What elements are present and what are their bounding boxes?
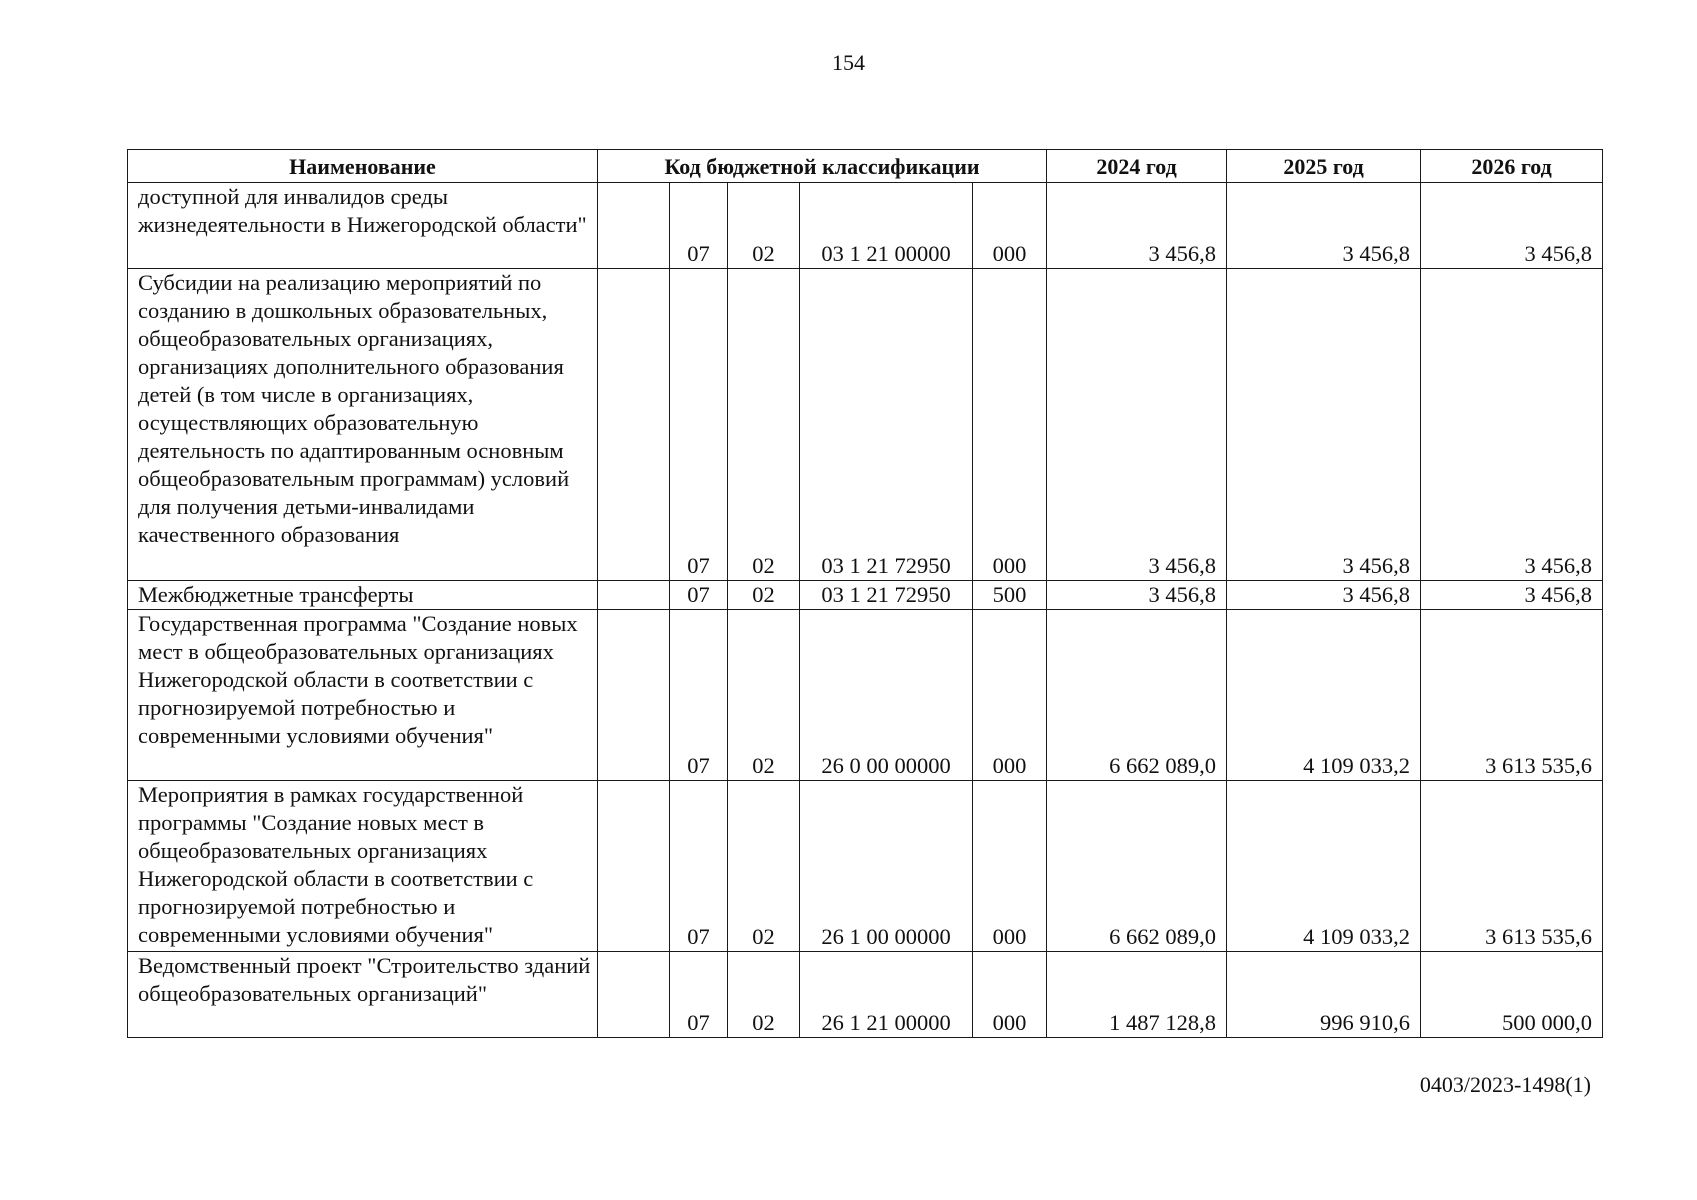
amount-2024: 3 456,8 xyxy=(1047,269,1227,581)
amount-2026: 3 613 535,6 xyxy=(1421,610,1603,781)
subsection-code: 02 xyxy=(728,952,800,1038)
target-article-code: 26 0 00 00000 xyxy=(800,610,973,781)
amount-2024: 6 662 089,0 xyxy=(1047,610,1227,781)
subsection-code: 02 xyxy=(728,581,800,610)
amount-2025: 4 109 033,2 xyxy=(1227,610,1421,781)
row-name: Мероприятия в рамках государственной программы "Создание новых мест в общеобразовательных организациях Нижегородской области в соответствии с прогнозируемой потребностью и современными условиями обучения" xyxy=(128,781,598,952)
page-number: 154 xyxy=(832,50,865,75)
target-article-code: 03 1 21 72950 xyxy=(800,581,973,610)
amount-2024: 1 487 128,8 xyxy=(1047,952,1227,1038)
row-name: доступной для инвалидов среды жизнедеятельности в Нижегородской области" xyxy=(128,183,598,269)
budget-table xyxy=(127,149,1603,1038)
amount-2026: 3 456,8 xyxy=(1421,581,1603,610)
spacer-cell xyxy=(598,183,670,269)
spacer-cell xyxy=(598,610,670,781)
section-code: 07 xyxy=(670,610,728,781)
amount-2026: 3 456,8 xyxy=(1421,269,1603,581)
table-row xyxy=(128,269,1603,581)
table-header-row xyxy=(128,150,1603,183)
table-row xyxy=(128,610,1603,781)
section-code: 07 xyxy=(670,581,728,610)
header-name: Наименование xyxy=(128,150,598,183)
expense-type-code: 000 xyxy=(973,269,1047,581)
target-article-code: 03 1 21 72950 xyxy=(800,269,973,581)
document-code: 0403/2023-1498(1) xyxy=(1419,1072,1591,1097)
table-row xyxy=(128,781,1603,952)
amount-2024: 3 456,8 xyxy=(1047,581,1227,610)
target-article-code: 26 1 21 00000 xyxy=(800,952,973,1038)
amount-2026: 3 613 535,6 xyxy=(1421,781,1603,952)
amount-2026: 500 000,0 xyxy=(1421,952,1603,1038)
amount-2025: 3 456,8 xyxy=(1227,183,1421,269)
spacer-cell xyxy=(598,581,670,610)
expense-type-code: 000 xyxy=(973,952,1047,1038)
spacer-cell xyxy=(598,781,670,952)
amount-2025: 4 109 033,2 xyxy=(1227,781,1421,952)
row-name: Межбюджетные трансферты xyxy=(128,581,598,610)
section-code: 07 xyxy=(670,952,728,1038)
row-name: Ведомственный проект "Строительство зданий общеобразовательных организаций" xyxy=(128,952,598,1038)
section-code: 07 xyxy=(670,781,728,952)
row-name: Государственная программа "Создание новых мест в общеобразовательных организациях Нижегородской области в соответствии с прогнозируемой потребностью и современными условиями обучения" xyxy=(128,610,598,781)
header-year-2026: 2026 год xyxy=(1421,150,1603,183)
target-article-code: 03 1 21 00000 xyxy=(800,183,973,269)
expense-type-code: 000 xyxy=(973,183,1047,269)
amount-2025: 996 910,6 xyxy=(1227,952,1421,1038)
amount-2025: 3 456,8 xyxy=(1227,269,1421,581)
expense-type-code: 500 xyxy=(973,581,1047,610)
expense-type-code: 000 xyxy=(973,781,1047,952)
spacer-cell xyxy=(598,952,670,1038)
section-code: 07 xyxy=(670,183,728,269)
amount-2024: 6 662 089,0 xyxy=(1047,781,1227,952)
amount-2024: 3 456,8 xyxy=(1047,183,1227,269)
header-year-2024: 2024 год xyxy=(1047,150,1227,183)
amount-2025: 3 456,8 xyxy=(1227,581,1421,610)
table-row xyxy=(128,952,1603,1038)
header-classification: Код бюджетной классификации xyxy=(598,150,1047,183)
spacer-cell xyxy=(598,269,670,581)
amount-2026: 3 456,8 xyxy=(1421,183,1603,269)
header-year-2025: 2025 год xyxy=(1227,150,1421,183)
subsection-code: 02 xyxy=(728,610,800,781)
subsection-code: 02 xyxy=(728,183,800,269)
table-row xyxy=(128,581,1603,610)
subsection-code: 02 xyxy=(728,269,800,581)
table-row xyxy=(128,183,1603,269)
section-code: 07 xyxy=(670,269,728,581)
expense-type-code: 000 xyxy=(973,610,1047,781)
subsection-code: 02 xyxy=(728,781,800,952)
target-article-code: 26 1 00 00000 xyxy=(800,781,973,952)
row-name: Субсидии на реализацию мероприятий по созданию в дошкольных образовательных, общеобразовательных организациях, организациях дополнительного образования детей (в том числе в организациях, осуществляющих образовательную деятельность по адаптированным основным общеобразовательным программам) условий для получения детьми-инвалидами качественного образования xyxy=(128,269,598,581)
